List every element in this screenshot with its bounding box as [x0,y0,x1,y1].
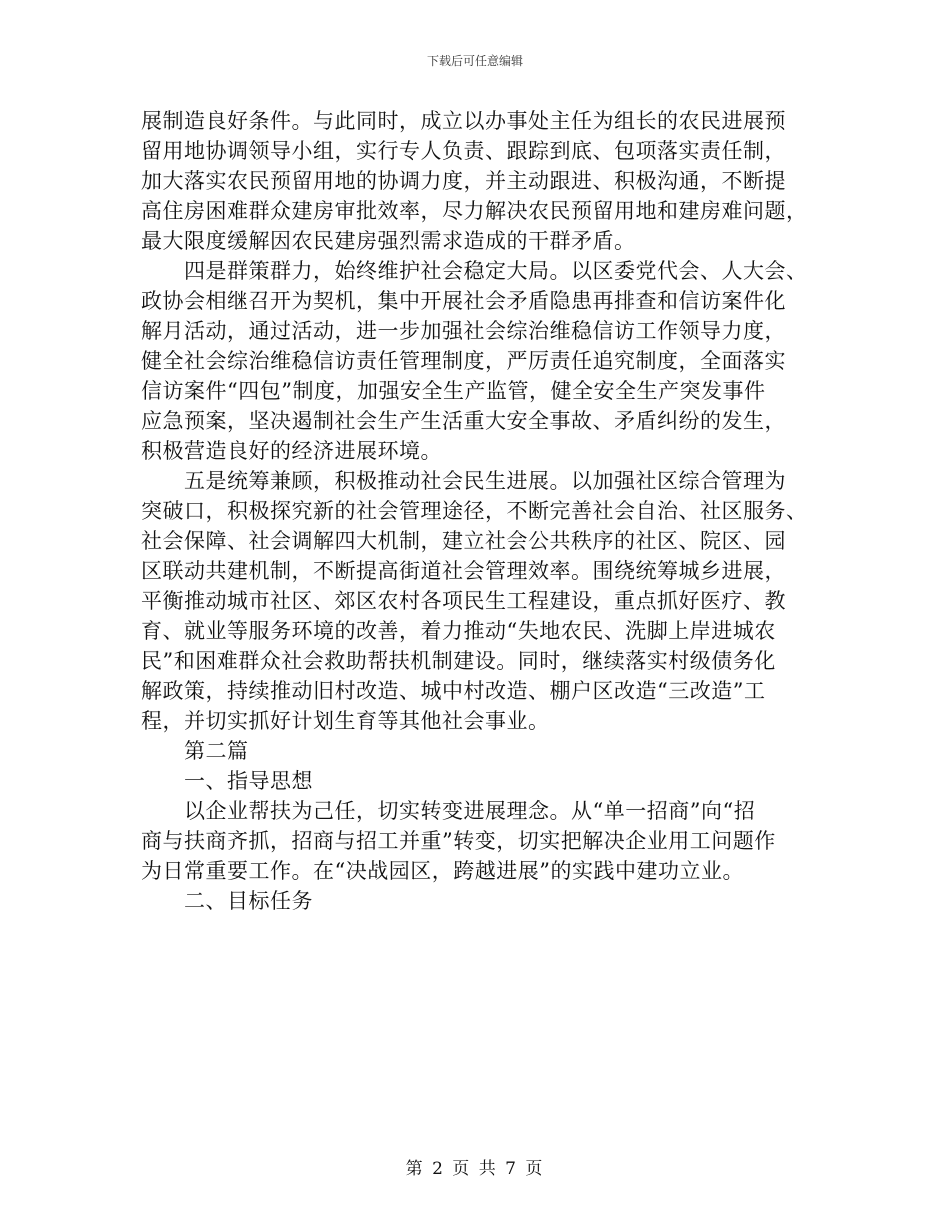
text-line: 积极营造良好的经济进展环境。 [141,439,442,463]
text-line: 五是统筹兼顾，积极推动社会民生进展。以加强社区综合管理为 [141,469,786,493]
text-line: 育、就业等服务环境的改善，着力推动“失地农民、洗脚上岸进城农 [141,619,776,643]
text-line: 突破口，积极探究新的社会管理途径，不断完善社会自治、社区服务、 [141,499,808,523]
section-heading: 第二篇 [141,739,249,763]
text-line: 应急预案，坚决遏制社会生产生活重大安全事故、矛盾纠纷的发生， [141,409,786,433]
text-line: 解政策，持续推动旧村改造、城中村改造、棚户区改造“三改造”工 [141,679,766,703]
text-line: 商与扶商齐抓，招商与招工并重”转变，切实把解决企业用工问题作 [141,829,776,853]
text-line: 高住房困难群众建房审批效率，尽力解决农民预留用地和建房难问题， [141,199,808,223]
document-body [141,106,821,916]
text-line: 解月活动，通过活动，进一步加强社会综治维稳信访工作领导力度， [141,319,786,343]
text-line: 加大落实农民预留用地的协调力度，并主动跟进、积极沟通，不断提 [141,169,786,193]
text-line: 展制造良好条件。与此同时，成立以办事处主任为组长的农民进展预 [141,109,786,133]
text-line: 社会保障、社会调解四大机制，建立社会公共秩序的社区、院区、园 [141,529,786,553]
text-line: 平衡推动城市社区、郊区农村各项民生工程建设，重点抓好医疗、教 [141,589,786,613]
text-line: 健全社会综治维稳信访责任管理制度，严厉责任追究制度，全面落实 [141,349,786,373]
text-line: 区联动共建机制，不断提高街道社会管理效率。围绕统筹城乡进展， [141,559,786,583]
text-line: 为日常重要工作。在“决战园区，跨越进展”的实践中建功立业。 [141,859,744,883]
text-line: 四是群策群力，始终维护社会稳定大局。以区委党代会、人大会、 [141,259,808,283]
text-line: 信访案件“四包”制度，加强安全生产监管，健全安全生产突发事件 [141,379,766,403]
page-header: 下载后可任意编辑 [426,54,523,68]
text-line: 政协会相继召开为契机，集中开展社会矛盾隐患再排查和信访案件化 [141,289,786,313]
text-line: 程，并切实抓好计划生育等其他社会事业。 [141,709,550,733]
text-line: 最大限度缓解因农民建房强烈需求造成的干群矛盾。 [141,229,636,253]
subsection-heading: 二、目标任务 [141,889,313,913]
subsection-heading: 一、指导思想 [141,769,313,793]
text-line: 留用地协调领导小组，实行专人负责、跟踪到底、包项落实责任制， [141,139,786,163]
text-line: 以企业帮扶为己任，切实转变进展理念。从“单一招商”向“招 [141,799,756,823]
page-number-footer: 第 2 页 共 7 页 [405,1159,545,1179]
text-line: 民”和困难群众社会救助帮扶机制建设。同时，继续落实村级债务化 [141,649,776,673]
